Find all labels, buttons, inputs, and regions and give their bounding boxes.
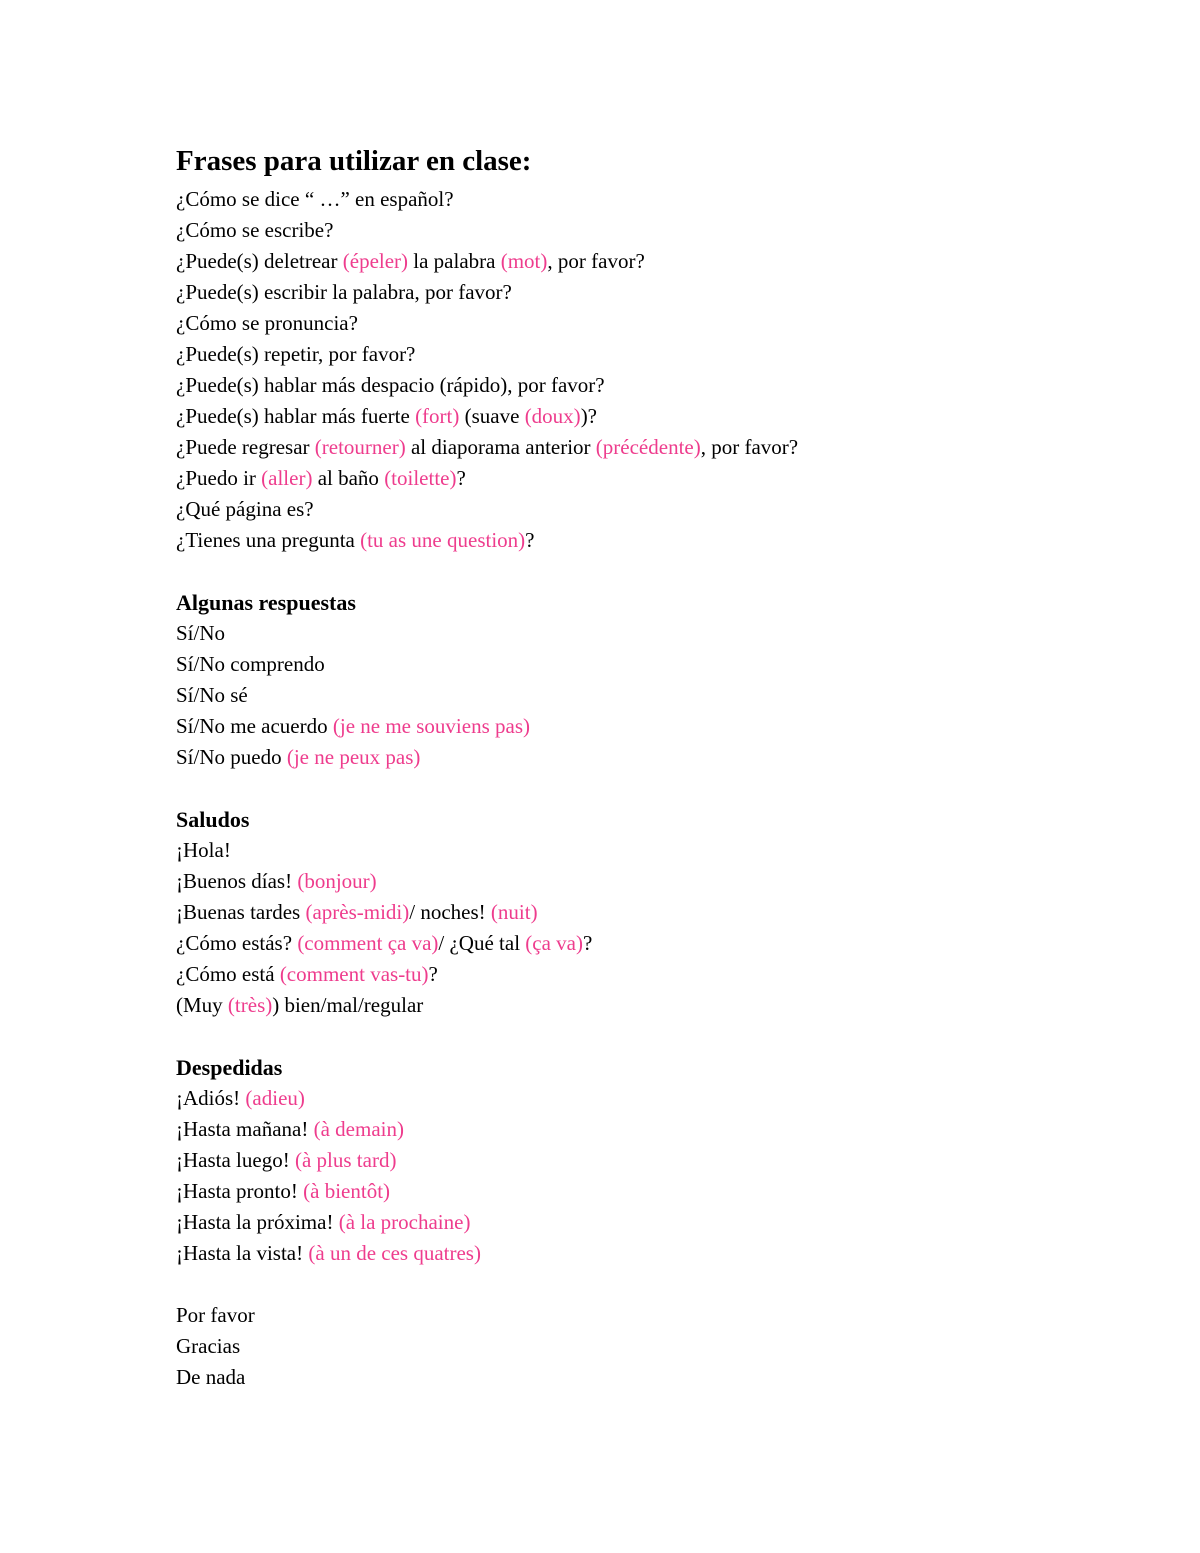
spanish-text: ¿Puede(s) repetir, por favor? — [176, 342, 416, 366]
phrase-line — [176, 370, 1076, 401]
spanish-text: Por favor — [176, 1303, 255, 1327]
spanish-text: ¿Puede regresar — [176, 435, 315, 459]
paragraph-spacer — [176, 1269, 1076, 1300]
spanish-text: ) bien/mal/regular — [272, 993, 424, 1017]
phrase-line — [176, 1176, 1076, 1207]
spanish-text: ¡Hasta mañana! — [176, 1117, 314, 1141]
french-translation: (ça va) — [525, 931, 583, 955]
phrase-line — [176, 618, 1076, 649]
spanish-text: al baño — [312, 466, 385, 490]
document-page — [176, 138, 1076, 1393]
french-translation: (après-midi) — [305, 900, 410, 924]
section-heading: Algunas respuestas — [176, 590, 356, 615]
french-translation: (je ne peux pas) — [286, 745, 421, 769]
phrase-line — [176, 1362, 1076, 1393]
phrase-line — [176, 1300, 1076, 1331]
phrase-line — [176, 1207, 1076, 1238]
spanish-text: ? — [456, 466, 466, 490]
spanish-text: / noches! — [409, 900, 491, 924]
phrase-line — [176, 742, 1076, 773]
spanish-text: ¿Puede(s) escribir la palabra, por favor? — [176, 280, 512, 304]
french-translation: (précédente) — [595, 435, 701, 459]
phrase-line — [176, 990, 1076, 1021]
phrase-line — [176, 184, 1076, 215]
phrase-line — [176, 866, 1076, 897]
phrase-line — [176, 494, 1076, 525]
spanish-text: ? — [525, 528, 535, 552]
spanish-text: Sí/No sé — [176, 683, 248, 707]
document-title: Frases para utilizar en clase: — [176, 145, 532, 177]
french-translation: (adieu) — [245, 1086, 305, 1110]
spanish-text: ¡Hasta la próxima! — [176, 1210, 339, 1234]
french-translation: (à demain) — [313, 1117, 404, 1141]
french-translation: (à bientôt) — [303, 1179, 391, 1203]
phrase-line — [176, 1238, 1076, 1269]
french-translation: (à plus tard) — [294, 1148, 397, 1172]
french-translation: (comment ça va) — [297, 931, 439, 955]
spanish-text: Sí/No — [176, 621, 226, 645]
french-translation: (comment vas-tu) — [279, 962, 429, 986]
phrase-line — [176, 1083, 1076, 1114]
phrase-line — [176, 1114, 1076, 1145]
phrase-line — [176, 1331, 1076, 1362]
spanish-text: (suave — [459, 404, 525, 428]
french-translation: (mot) — [500, 249, 548, 273]
spanish-text: ¿Cómo se dice “ …” en español? — [176, 187, 454, 211]
french-translation: (doux) — [524, 404, 581, 428]
phrase-line — [176, 525, 1076, 556]
spanish-text: ¿Cómo se escribe? — [176, 218, 334, 242]
spanish-text: (Muy — [176, 993, 228, 1017]
spanish-text: Sí/No comprendo — [176, 652, 325, 676]
french-translation: (à la prochaine) — [338, 1210, 471, 1234]
phrase-line — [176, 711, 1076, 742]
spanish-text: ¿Cómo estás? — [176, 931, 298, 955]
phrase-line — [176, 401, 1076, 432]
phrase-line — [176, 308, 1076, 339]
section-heading: Despedidas — [176, 1055, 283, 1080]
phrase-line — [176, 680, 1076, 711]
spanish-text: , por favor? — [700, 435, 799, 459]
spanish-text: ¿Cómo está — [176, 962, 280, 986]
french-translation: (aller) — [261, 466, 313, 490]
spanish-text: ¿Puede(s) hablar más despacio (rápido), por favor? — [176, 373, 605, 397]
spanish-text: ¿Qué página es? — [176, 497, 314, 521]
paragraph-spacer — [176, 773, 1076, 804]
spanish-text: , por favor? — [547, 249, 645, 273]
spanish-text: ¿Puede(s) hablar más fuerte — [176, 404, 416, 428]
phrase-line — [176, 649, 1076, 680]
french-translation: (à un de ces quatres) — [308, 1241, 481, 1265]
paragraph-spacer — [176, 556, 1076, 587]
section-heading: Saludos — [176, 807, 250, 832]
spanish-text: ¡Adiós! — [176, 1086, 246, 1110]
phrase-line — [176, 215, 1076, 246]
document-body — [176, 184, 1076, 1393]
spanish-text: Sí/No puedo — [176, 745, 287, 769]
spanish-text: ¡Hola! — [176, 838, 231, 862]
spanish-text: )? — [580, 404, 598, 428]
spanish-text: Gracias — [176, 1334, 241, 1358]
french-translation: (bonjour) — [297, 869, 377, 893]
phrase-line — [176, 463, 1076, 494]
spanish-text: / ¿Qué tal — [438, 931, 526, 955]
french-translation: (toilette) — [384, 466, 457, 490]
phrase-line — [176, 959, 1076, 990]
phrase-line — [176, 432, 1076, 463]
phrase-line — [176, 897, 1076, 928]
spanish-text: ? — [428, 962, 438, 986]
spanish-text: ¿Puedo ir — [176, 466, 262, 490]
spanish-text: ¡Hasta luego! — [176, 1148, 295, 1172]
french-translation: (tu as une question) — [360, 528, 526, 552]
spanish-text: al diaporama anterior — [405, 435, 596, 459]
spanish-text: ¡Hasta pronto! — [176, 1179, 304, 1203]
spanish-text: Sí/No me acuerdo — [176, 714, 333, 738]
french-translation: (retourner) — [314, 435, 406, 459]
spanish-text: ¡Hasta la vista! — [176, 1241, 309, 1265]
spanish-text: ¡Buenos días! — [176, 869, 298, 893]
phrase-line — [176, 835, 1076, 866]
phrase-line — [176, 1145, 1076, 1176]
spanish-text: la palabra — [408, 249, 501, 273]
phrase-line — [176, 339, 1076, 370]
french-translation: (nuit) — [490, 900, 538, 924]
phrase-line — [176, 928, 1076, 959]
phrase-line — [176, 246, 1076, 277]
french-translation: (je ne me souviens pas) — [332, 714, 530, 738]
spanish-text: ¿Tienes una pregunta — [176, 528, 361, 552]
spanish-text: ¿Puede(s) deletrear — [176, 249, 343, 273]
paragraph-spacer — [176, 1021, 1076, 1052]
french-translation: (très) — [227, 993, 273, 1017]
french-translation: (épeler) — [342, 249, 409, 273]
spanish-text: ? — [583, 931, 593, 955]
spanish-text: De nada — [176, 1365, 246, 1389]
phrase-line — [176, 277, 1076, 308]
spanish-text: ¿Cómo se pronuncia? — [176, 311, 358, 335]
french-translation: (fort) — [415, 404, 460, 428]
spanish-text: ¡Buenas tardes — [176, 900, 306, 924]
